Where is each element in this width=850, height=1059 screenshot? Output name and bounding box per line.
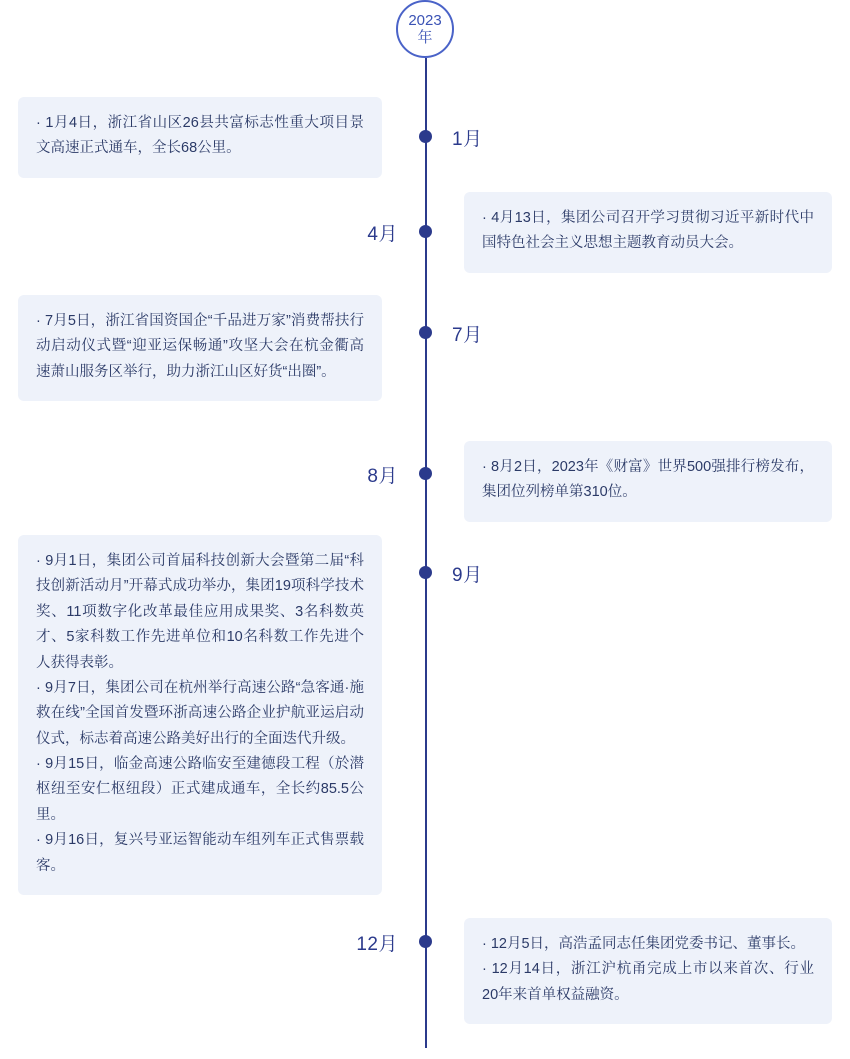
event-text: · 8月2日，2023年《财富》世界500强排行榜发布，集团位列榜单第310位。 <box>482 459 814 501</box>
timeline-node-dot <box>419 566 432 579</box>
event-text: · 9月15日，临金高速公路临安至建德段工程（於潜枢纽至安仁枢纽段）正式建成通车，全长约85.5公里。 <box>36 756 364 823</box>
event-text: · 12月14日，浙江沪杭甬完成上市以来首次、行业20年来首单权益融资。 <box>482 961 814 1003</box>
event-text: · 12月5日，高浩孟同志任集团党委书记、董事长。 <box>482 936 806 952</box>
month-label-7: 7月 <box>452 325 483 346</box>
month-label-9: 9月 <box>452 565 483 586</box>
event-card-1 <box>18 97 382 178</box>
timeline-node-dot <box>419 935 432 948</box>
event-text: · 9月7日，集团公司在杭州举行高速公路“急客通·施救在线”全国首发暨环浙高速公路企业护航亚运启动仪式，标志着高速公路美好出行的全面迭代升级。 <box>36 679 364 747</box>
month-label-1: 1月 <box>452 129 483 150</box>
timeline-node-dot <box>419 326 432 339</box>
month-label-4: 4月 <box>367 224 398 245</box>
event-text: · 1月4日，浙江省山区26县共富标志性重大项目景文高速正式通车，全长68公里。 <box>36 115 364 157</box>
timeline-node-dot <box>419 225 432 238</box>
event-card-7 <box>18 295 382 401</box>
timeline-axis <box>425 58 427 1048</box>
event-card-4 <box>464 192 832 273</box>
year-label-line2: 年 <box>417 29 433 46</box>
event-card-9 <box>18 535 382 895</box>
year-label-line1: 2023 <box>408 11 442 29</box>
month-label-12: 12月 <box>356 934 398 955</box>
event-text: · 4月13日，集团公司召开学习贯彻习近平新时代中国特色社会主义思想主题教育动员大会。 <box>482 210 814 252</box>
year-bubble <box>396 0 454 58</box>
event-card-12 <box>464 918 832 1024</box>
event-card-8 <box>464 441 832 522</box>
event-text: · 7月5日，浙江省国资国企“千品进万家”消费帮扶行动启动仪式暨“迎亚运保畅通”攻坚大会在杭金衢高速萧山服务区举行，助力浙江山区好货“出圈”。 <box>36 313 364 380</box>
event-text: · 9月1日，集团公司首届科技创新大会暨第二届“科技创新活动月”开幕式成功举办，集团19项科学技术奖、11项数字化改革最佳应用成果奖、3名科数英才、5家科数工作先进单位和10名科数工作先进个人获得表彰。 <box>36 553 364 671</box>
timeline-node-dot <box>419 467 432 480</box>
timeline-node-dot <box>419 130 432 143</box>
event-text: · 9月16日，复兴号亚运智能动车组列车正式售票载客。 <box>36 832 364 874</box>
month-label-8: 8月 <box>367 466 398 487</box>
